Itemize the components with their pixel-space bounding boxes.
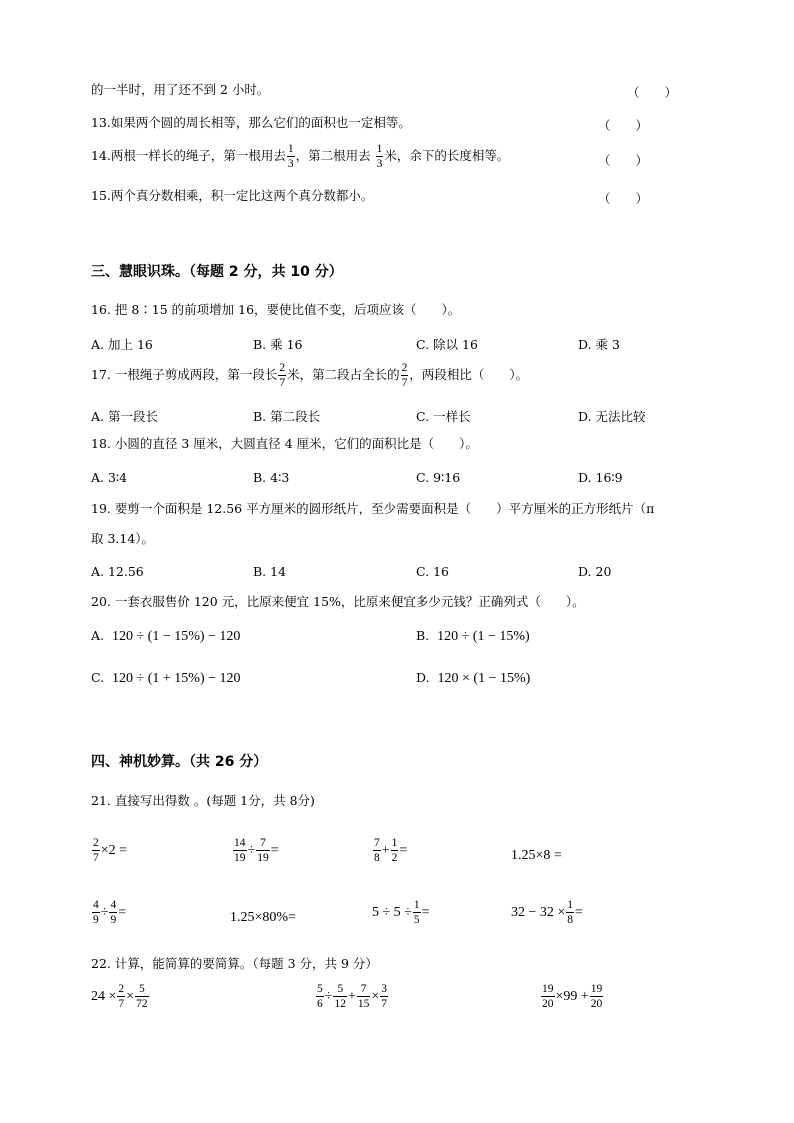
q18-stem: 18. 小圆的直径 3 厘米，大圆直径 4 厘米，它们的面积比是（ ）。: [91, 436, 478, 451]
q20-option-d[interactable]: [416, 670, 530, 687]
q21-item-8: 32 − 32 × $\frac{1}{8}$ =: [511, 899, 583, 927]
q17-stem: [91, 362, 528, 389]
q13-answer-paren[interactable]: （ ）: [598, 118, 649, 133]
q20-option-b-label: B.: [416, 628, 430, 643]
q15-text: 15.两个真分数相乘，积一定比这两个真分数都小。: [91, 188, 374, 203]
q22-expression-2: $\frac{5}{6}$ ÷ $\frac{5}{12}$ + $\frac{7}{15}$ × $\frac{3}{7}$: [317, 983, 387, 1011]
q20-option-c[interactable]: [91, 670, 241, 687]
q20-option-a-label: A.: [91, 628, 105, 643]
q14-fraction-1: $\frac{1}{3}$: [287, 143, 294, 171]
q18-option-d[interactable]: D. 16∶9: [578, 470, 623, 485]
q19-stem-line1: 19. 要剪一个面积是 12.56 平方厘米的圆形纸片，至少需要面积是（ ）平方厘米的正方形纸片（π: [91, 501, 655, 516]
q21-item-1: $\frac{2}{7}$ ×2 =: [93, 837, 128, 865]
q20-option-b[interactable]: [416, 628, 530, 645]
q18-option-b[interactable]: B. 4∶3: [253, 470, 290, 485]
section4-title: 四、神机妙算。（共 26 分）: [91, 754, 268, 770]
q14-part-c: 米，余下的长度相等。: [384, 148, 510, 164]
q20-option-a-expr: 120 ÷ (1 − 15%) − 120: [111, 629, 241, 644]
q21-item-6: 1.25×80%=: [230, 910, 296, 925]
q20-option-c-label: C.: [91, 670, 105, 685]
section3-title: 三、慧眼识珠。（每题 2 分，共 10 分）: [91, 264, 343, 280]
q12-continuation: 的一半时，用了还不到 2 小时。: [91, 82, 270, 97]
q20-stem: 20. 一套衣服售价 120 元，比原来便宜 15%，比原来便宜多少元钱？正确列式（ ）。: [91, 594, 585, 609]
q16-option-c[interactable]: C. 除以 16: [416, 337, 478, 352]
q21-stem: 21. 直接写出得数 。(每题 1分，共 8分): [91, 793, 315, 808]
q20-option-d-label: D.: [416, 670, 430, 685]
q14-fraction-2: $\frac{1}{3}$: [376, 143, 383, 171]
q13-text: 13.如果两个圆的周长相等，那么它们的面积也一定相等。: [91, 115, 411, 130]
q16-option-d[interactable]: D. 乘 3: [578, 337, 620, 352]
q20-option-a[interactable]: [91, 628, 240, 645]
q20-option-d-expr: 120 × (1 − 15%): [437, 671, 531, 686]
q21-item-7: 5 ÷ 5 ÷ $\frac{1}{5}$ =: [372, 899, 430, 927]
q14-answer-paren[interactable]: （ ）: [598, 153, 649, 168]
q19-option-c[interactable]: C. 16: [416, 564, 449, 579]
q16-option-a[interactable]: A. 加上 16: [91, 337, 153, 352]
q19-option-b[interactable]: B. 14: [253, 564, 287, 579]
q12-answer-paren[interactable]: （ ）: [627, 85, 678, 100]
q17-fraction-2: $\frac{2}{7}$: [401, 362, 408, 390]
q15-answer-paren[interactable]: （ ）: [598, 191, 649, 206]
q21-item-3: $\frac{7}{8}$ + $\frac{1}{2}$ =: [374, 837, 408, 865]
q19-stem-line2: 取 3.14）。: [91, 531, 155, 546]
q22-expression-1: 24 × $\frac{2}{7}$ × $\frac{5}{72}$: [91, 983, 148, 1011]
q17-option-c[interactable]: C. 一样长: [416, 409, 471, 424]
q22-expression-3: $\frac{19}{20}$ ×99 + $\frac{19}{20}$: [542, 983, 603, 1011]
q20-option-b-expr: 120 ÷ (1 − 15%): [437, 629, 530, 644]
q17-part-c: ，两段相比（ ）。: [409, 367, 529, 383]
q18-option-a[interactable]: A. 3∶4: [91, 470, 128, 485]
q14-part-a: 14.两根一样长的绳子，第一根用去: [91, 148, 286, 164]
q20-option-c-expr: 120 ÷ (1 + 15%) − 120: [112, 671, 241, 686]
q17-option-d[interactable]: D. 无法比较: [578, 409, 646, 424]
q14-text: [91, 143, 509, 170]
q17-option-a[interactable]: A. 第一段长: [91, 409, 158, 424]
q18-option-c[interactable]: C. 9∶16: [416, 470, 461, 485]
q16-stem: 16. 把 8∶15 的前项增加 16，要使比值不变，后项应该（ ）。: [91, 302, 461, 317]
q22-stem: 22. 计算，能简算的要简算。（每题 3 分，共 9 分）: [91, 956, 378, 971]
q17-fraction-1: $\frac{2}{7}$: [279, 362, 286, 390]
q21-item-4: 1.25×8 =: [511, 848, 562, 863]
q17-part-a: 17. 一根绳子剪成两段，第一段长: [91, 367, 278, 383]
q16-option-b[interactable]: B. 乘 16: [253, 337, 303, 352]
q21-item-5: $\frac{4}{9}$ ÷ $\frac{4}{9}$ =: [93, 899, 127, 927]
q17-part-b: 米，第二段占全长的: [287, 367, 400, 383]
q17-option-b[interactable]: B. 第二段长: [253, 409, 321, 424]
q19-option-a[interactable]: A. 12.56: [91, 564, 144, 579]
q21-item-2: $\frac{14}{19}$ ÷ $\frac{7}{19}$ =: [234, 837, 279, 865]
q19-option-d[interactable]: D. 20: [578, 564, 612, 579]
q14-part-b: ，第二根用去: [295, 148, 371, 164]
